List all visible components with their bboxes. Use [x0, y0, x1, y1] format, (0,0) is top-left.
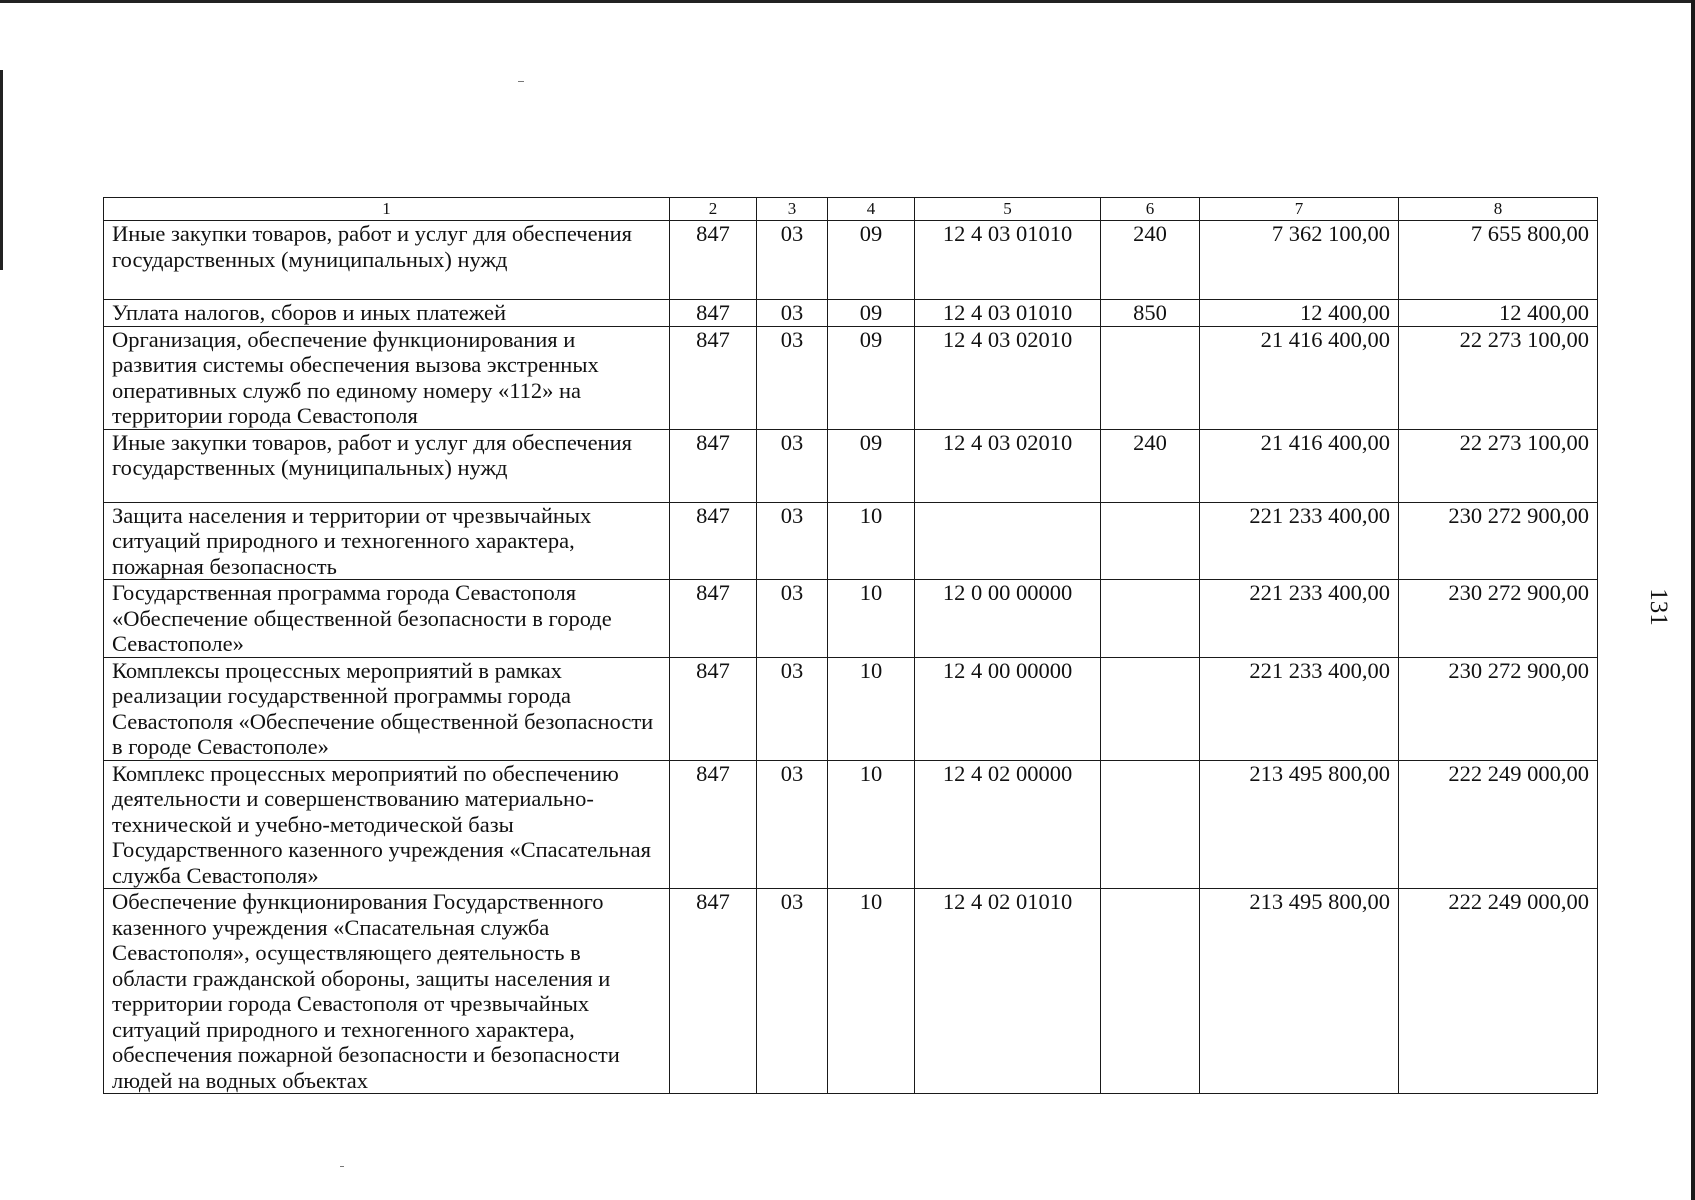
amount-year1-cell: 221 233 400,00: [1200, 657, 1399, 760]
table-row: [104, 502, 1598, 580]
subsection-code-cell: 09: [828, 221, 915, 300]
section-code-cell: 03: [757, 657, 828, 760]
subsection-code-cell: 09: [828, 429, 915, 502]
amount-year2-cell: 222 249 000,00: [1399, 760, 1598, 889]
subsection-code-cell: 10: [828, 580, 915, 658]
amount-year1-cell: 12 400,00: [1200, 300, 1399, 327]
amount-year2-cell: 22 273 100,00: [1399, 326, 1598, 429]
expense-type-cell: 240: [1101, 429, 1200, 502]
expense-type-cell: [1101, 326, 1200, 429]
ministry-code-cell: 847: [670, 889, 757, 1094]
page-number: 131: [1645, 588, 1672, 626]
section-code-cell: 03: [757, 300, 828, 327]
amount-year1-cell: 213 495 800,00: [1200, 760, 1399, 889]
section-code-cell: 03: [757, 580, 828, 658]
section-code-cell: 03: [757, 502, 828, 580]
table-row: [104, 221, 1598, 300]
table-row: [104, 300, 1598, 327]
amount-year1-cell: 21 416 400,00: [1200, 429, 1399, 502]
table-row: [104, 657, 1598, 760]
row-name-cell: Уплата налогов, сборов и иных платежей: [104, 300, 670, 327]
table-body: [104, 221, 1598, 1094]
expense-type-cell: [1101, 657, 1200, 760]
column-header: 8: [1399, 198, 1598, 221]
amount-year2-cell: 230 272 900,00: [1399, 657, 1598, 760]
subsection-code-cell: 09: [828, 300, 915, 327]
scan-border-left: [0, 70, 3, 270]
amount-year1-cell: 221 233 400,00: [1200, 580, 1399, 658]
amount-year1-cell: 7 362 100,00: [1200, 221, 1399, 300]
section-code-cell: 03: [757, 326, 828, 429]
subsection-code-cell: 10: [828, 889, 915, 1094]
amount-year2-cell: 230 272 900,00: [1399, 580, 1598, 658]
scan-border-right: [1691, 0, 1695, 1200]
scan-speck: [340, 1166, 344, 1167]
target-code-cell: 12 4 00 00000: [915, 657, 1101, 760]
amount-year1-cell: 21 416 400,00: [1200, 326, 1399, 429]
column-header: 3: [757, 198, 828, 221]
target-code-cell: 12 4 03 01010: [915, 221, 1101, 300]
target-code-cell: 12 4 03 02010: [915, 429, 1101, 502]
target-code-cell: 12 4 03 01010: [915, 300, 1101, 327]
expense-type-cell: 850: [1101, 300, 1200, 327]
ministry-code-cell: 847: [670, 657, 757, 760]
ministry-code-cell: 847: [670, 429, 757, 502]
row-name-cell: Защита населения и территории от чрезвычайных ситуаций природного и техногенного характера, пожарная безопасность: [104, 502, 670, 580]
section-code-cell: 03: [757, 760, 828, 889]
row-name-cell: Государственная программа города Севастополя «Обеспечение общественной безопасности в городе Севастополе»: [104, 580, 670, 658]
scan-speck: [518, 81, 524, 82]
column-header: 6: [1101, 198, 1200, 221]
target-code-cell: 12 4 03 02010: [915, 326, 1101, 429]
target-code-cell: 12 4 02 00000: [915, 760, 1101, 889]
amount-year1-cell: 213 495 800,00: [1200, 889, 1399, 1094]
row-name-cell: Комплекс процессных мероприятий по обеспечению деятельности и совершенствованию материально-технической и учебно-методической базы Государственного казенного учреждения «Спасательная служба Севастополя»: [104, 760, 670, 889]
ministry-code-cell: 847: [670, 300, 757, 327]
table-row: [104, 889, 1598, 1094]
column-header: 1: [104, 198, 670, 221]
subsection-code-cell: 10: [828, 502, 915, 580]
subsection-code-cell: 10: [828, 657, 915, 760]
column-header: 5: [915, 198, 1101, 221]
section-code-cell: 03: [757, 429, 828, 502]
column-header: 4: [828, 198, 915, 221]
amount-year1-cell: 221 233 400,00: [1200, 502, 1399, 580]
section-code-cell: 03: [757, 889, 828, 1094]
ministry-code-cell: 847: [670, 502, 757, 580]
expense-type-cell: [1101, 580, 1200, 658]
row-name-cell: Обеспечение функционирования Государственного казенного учреждения «Спасательная служба Севастополя», осуществляющего деятельность в области гражданской обороны, защиты населения и территории города Севастополя от чрезвычайных ситуаций природного и техногенного характера, обеспечения пожарной безопасности и безопасности людей на водных объектах: [104, 889, 670, 1094]
amount-year2-cell: 12 400,00: [1399, 300, 1598, 327]
ministry-code-cell: 847: [670, 326, 757, 429]
expense-type-cell: [1101, 502, 1200, 580]
row-name-cell: Комплексы процессных мероприятий в рамках реализации государственной программы города Севастополя «Обеспечение общественной безопасности в городе Севастополе»: [104, 657, 670, 760]
expense-type-cell: 240: [1101, 221, 1200, 300]
budget-table: [103, 197, 1598, 1094]
row-name-cell: Организация, обеспечение функционирования и развития системы обеспечения вызова экстренных оперативных служб по единому номеру «112» на территории города Севастополя: [104, 326, 670, 429]
amount-year2-cell: 22 273 100,00: [1399, 429, 1598, 502]
amount-year2-cell: 222 249 000,00: [1399, 889, 1598, 1094]
target-code-cell: 12 0 00 00000: [915, 580, 1101, 658]
expense-type-cell: [1101, 889, 1200, 1094]
amount-year2-cell: 7 655 800,00: [1399, 221, 1598, 300]
column-header: 7: [1200, 198, 1399, 221]
table-row: [104, 326, 1598, 429]
target-code-cell: [915, 502, 1101, 580]
ministry-code-cell: 847: [670, 221, 757, 300]
section-code-cell: 03: [757, 221, 828, 300]
ministry-code-cell: 847: [670, 760, 757, 889]
subsection-code-cell: 10: [828, 760, 915, 889]
amount-year2-cell: 230 272 900,00: [1399, 502, 1598, 580]
table-row: [104, 429, 1598, 502]
table-row: [104, 580, 1598, 658]
target-code-cell: 12 4 02 01010: [915, 889, 1101, 1094]
row-name-cell: Иные закупки товаров, работ и услуг для обеспечения государственных (муниципальных) нужд: [104, 429, 670, 502]
ministry-code-cell: 847: [670, 580, 757, 658]
scan-border-top: [0, 0, 1695, 3]
row-name-cell: Иные закупки товаров, работ и услуг для обеспечения государственных (муниципальных) нужд: [104, 221, 670, 300]
header-row: [104, 198, 1598, 221]
subsection-code-cell: 09: [828, 326, 915, 429]
expense-type-cell: [1101, 760, 1200, 889]
column-header: 2: [670, 198, 757, 221]
table-row: [104, 760, 1598, 889]
